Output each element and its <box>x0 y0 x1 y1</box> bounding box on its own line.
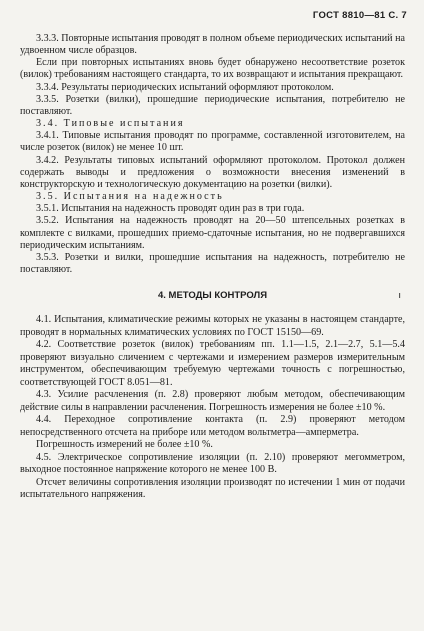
paragraph-repeat-tests: Если при повторных испытаниях вновь будет обнаружено несоответствие розеток (вилок) требованиям настоящего стандарта, то их возвращают и испытания прекращают. <box>20 57 405 81</box>
paragraph-3-5-3: 3.5.3. Розетки и вилки, прошедшие испытания на надежность, потребителю не поставляют. <box>20 251 405 275</box>
paragraph-3-5-1: 3.5.1. Испытания на надежность проводят один раз в три года. <box>36 203 305 215</box>
paragraph-4-1: 4.1. Испытания, климатические режимы которых не указаны в настоящем стандарте, проводят в нормальных климатических условиях по ГОСТ 15150—69. <box>20 314 405 338</box>
section-4-body <box>20 314 405 502</box>
document-body <box>20 33 405 502</box>
paragraph-4-2: 4.2. Соответствие розеток (вилок) требованиям пп. 1.1—1.5, 2.1—2.7, 5.1—5.4 проверяют визуально сличением с чертежами и измерением размеров измерительным инструментом, обеспечивающим требуемую чертежами точность с погрешностью, соответствующей ГОСТ 8.051—81. <box>20 339 405 388</box>
paragraph-3-4-2: 3.4.2. Результаты типовых испытаний оформляют протоколом. Протокол должен содержать выводы и предложения о возможности внесения изменений в конструкторскую и технологическую документацию на розетки (вилки). <box>20 154 405 190</box>
paragraph-error-note: Погрешность измерений не более ±10 %. <box>36 439 213 451</box>
margin-mark: ı <box>398 290 401 302</box>
paragraph-3-3-3: 3.3.3. Повторные испытания проводят в полном объеме периодических испытаний на удвоенном числе образцов. <box>20 33 405 57</box>
paragraph-4-4: 4.4. Переходное сопротивление контакта (п. 2.9) проверяют методом непосредственного отсчета на приборе или методом вольтметра—амперметра. <box>20 414 405 438</box>
paragraph-reading-time: Отсчет величины сопротивления изоляции производят по истечении 1 мин от подачи испытательного напряжения. <box>20 476 405 501</box>
subheading-3-4: 3.4. Типовые испытания <box>36 118 185 130</box>
section-heading <box>20 290 405 302</box>
section-title: 4. МЕТОДЫ КОНТРОЛЯ <box>157 290 268 302</box>
paragraph-4-5: 4.5. Электрическое сопротивление изоляции (п. 2.10) проверяют мегомметром, выходное постоянное напряжение которого не менее 100 В. <box>20 451 405 476</box>
paragraph-3-3-5: 3.3.5. Розетки (вилки), прошедшие периодические испытания, потребителю не поставляют. <box>20 93 405 117</box>
page-header: ГОСТ 8810—81 С. 7 <box>312 10 407 21</box>
paragraph-3-5-2: 3.5.2. Испытания на надежность проводят на 20—50 штепсельных розетках в комплекте с вилками, прошедших приемо-сдаточные испытания, но не подвергавшихся периодическим испытаниям. <box>20 215 405 251</box>
subheading-3-5: 3.5. Испытания на надежность <box>36 191 224 203</box>
paragraph-3-4-1: 3.4.1. Типовые испытания проводят по программе, составленной изготовителем, на числе розеток (вилок) не менее 10 шт. <box>20 130 405 154</box>
paragraph-4-3: 4.3. Усилие расчленения (п. 2.8) проверяют любым методом, обеспечивающим действие силы в направлении расчленения. Погрешность измерения не более ±10 %. <box>20 389 405 413</box>
paragraph-3-3-4: 3.3.4. Результаты периодических испытаний оформляют протоколом. <box>36 81 334 93</box>
